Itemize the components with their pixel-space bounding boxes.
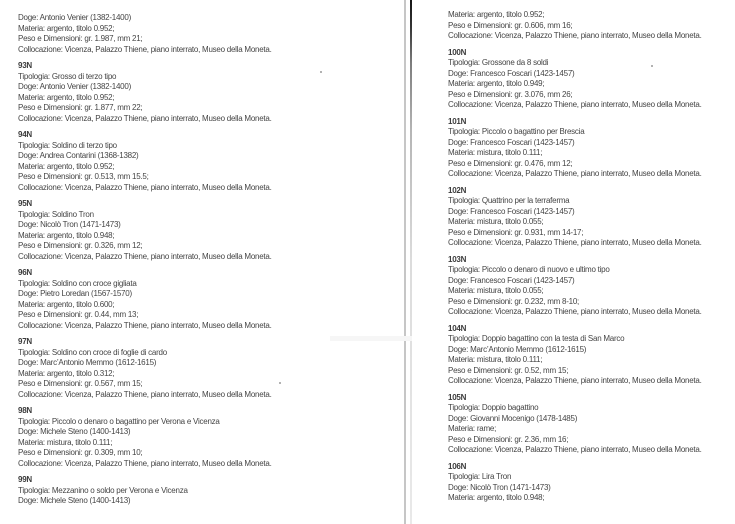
entry-line: Tipologia: Piccolo o denaro o bagattino per Verona e Vicenza [18, 416, 220, 426]
entry-line: Collocazione: Vicenza, Palazzo Thiene, piano interrato, Museo della Moneta. [448, 376, 702, 385]
entry-line: Doge: Francesco Foscari (1423-1457) [448, 206, 575, 216]
catalog-entry [448, 10, 735, 42]
entry-number: 103N [448, 254, 467, 264]
entry-fields [18, 279, 396, 332]
entry-number: 102N [448, 185, 467, 195]
entry-line: Collocazione: Vicenza, Palazzo Thiene, piano interrato, Museo della Moneta. [448, 445, 702, 454]
entry-line: Doge: Michele Steno (1400-1413) [18, 496, 131, 505]
entry-line: Tipologia: Soldino Tron [18, 209, 94, 219]
entry-line: Tipologia: Piccolo o denaro di nuovo e ultimo tipo [448, 265, 610, 274]
entry-number: 93N [18, 61, 32, 70]
scan-speck [279, 382, 281, 384]
entry-line: Peso e Dimensioni: gr. 1.877, mm 22; [18, 103, 143, 112]
entry-line: Materia: argento, titolo 0.952; [448, 10, 545, 19]
catalog-entry [448, 117, 735, 180]
entry-number: 94N [18, 130, 32, 139]
entry-line: Doge: Pietro Loredan (1567-1570) [18, 289, 132, 298]
page-right [412, 0, 735, 524]
entry-line: Materia: argento, titolo 0.948; [18, 230, 115, 240]
scan-artifact-streak [330, 336, 412, 341]
entry-line: Collocazione: Vicenza, Palazzo Thiene, piano interrato, Museo della Moneta. [18, 320, 272, 330]
catalog-entry [448, 462, 735, 504]
entry-line: Doge: Marc’Antonio Memmo (1612-1615) [448, 344, 587, 354]
entry-line: Peso e Dimensioni: gr. 0.326, mm 12; [18, 241, 143, 250]
entry-number: 98N [18, 406, 32, 415]
entry-line: Materia: mistura, titolo 0.111; [18, 437, 113, 447]
entry-number: 100N [448, 47, 467, 57]
entry-line: Collocazione: Vicenza, Palazzo Thiene, piano interrato, Museo della Moneta. [18, 251, 272, 261]
entry-line: Peso e Dimensioni: gr. 0.52, mm 15; [448, 365, 569, 375]
entry-line: Collocazione: Vicenza, Palazzo Thiene, piano interrato, Museo della Moneta. [448, 31, 702, 40]
entry-line: Materia: argento, titolo 0.312; [18, 368, 115, 378]
entry-line: Peso e Dimensioni: gr. 0.476, mm 12; [448, 158, 573, 168]
entry-line: Peso e Dimensioni: gr. 0.513, mm 15.5; [18, 172, 149, 181]
entry-line: Peso e Dimensioni: gr. 0.44, mm 13; [18, 310, 139, 319]
catalog-entry [448, 186, 735, 249]
entry-fields [448, 58, 735, 111]
entry-number: 101N [448, 116, 467, 126]
entry-line: Collocazione: Vicenza, Palazzo Thiene, piano interrato, Museo della Moneta. [18, 458, 272, 468]
entry-line: Peso e Dimensioni: gr. 2.36, mm 16; [448, 434, 569, 444]
entry-line: Materia: mistura, titolo 0.055; [448, 217, 544, 226]
entry-line: Peso e Dimensioni: gr. 0.606, mm 16; [448, 20, 573, 30]
entry-line: Doge: Antonio Venier (1382-1400) [18, 82, 131, 91]
entry-line: Collocazione: Vicenza, Palazzo Thiene, piano interrato, Museo della Moneta. [18, 182, 272, 192]
entry-line: Tipologia: Quattrino per la terraferma [448, 196, 570, 205]
entry-line: Doge: Francesco Foscari (1423-1457) [448, 275, 575, 285]
entry-fields [18, 348, 396, 401]
catalog-entry [448, 393, 735, 456]
entry-line: Peso e Dimensioni: gr. 0.567, mm 15; [18, 379, 143, 388]
entry-line: Collocazione: Vicenza, Palazzo Thiene, piano interrato, Museo della Moneta. [448, 169, 702, 178]
entry-line: Tipologia: Mezzanino o soldo per Verona e Vicenza [18, 485, 188, 495]
entry-fields [18, 13, 396, 55]
entry-fields [18, 141, 396, 194]
catalog-entry [448, 48, 735, 111]
entry-number: 104N [448, 323, 467, 333]
entry-number: 97N [18, 337, 32, 346]
entry-line: Peso e Dimensioni: gr. 0.232, mm 8-10; [448, 296, 580, 306]
page-gutter-line [404, 0, 406, 524]
entry-line: Tipologia: Grossone da 8 soldi [448, 58, 549, 67]
entry-line: Doge: Antonio Venier (1382-1400) [18, 13, 131, 22]
scan-speck [320, 71, 322, 73]
entry-line: Collocazione: Vicenza, Palazzo Thiene, piano interrato, Museo della Moneta. [448, 238, 702, 247]
entry-line: Tipologia: Doppio bagattino [448, 403, 539, 412]
entry-fields [18, 417, 396, 470]
entry-line: Materia: argento, titolo 0.952; [18, 23, 115, 33]
entry-line: Tipologia: Soldino con croce gigliata [18, 278, 137, 288]
entry-line: Peso e Dimensioni: gr. 3.076, mm 26; [448, 89, 573, 99]
catalog-entry [448, 324, 735, 387]
entry-line: Materia: rame; [448, 424, 497, 433]
catalog-entry [18, 130, 396, 193]
entry-fields [448, 196, 735, 249]
entry-line: Peso e Dimensioni: gr. 0.309, mm 10; [18, 448, 143, 457]
entry-fields [448, 265, 735, 318]
entry-fields [448, 334, 735, 387]
entry-line: Tipologia: Piccolo o bagattino per Brescia [448, 127, 585, 136]
catalog-entry [18, 475, 396, 507]
entry-line: Materia: mistura, titolo 0.111; [448, 148, 543, 157]
catalog-entry [18, 406, 396, 469]
entry-number: 105N [448, 392, 467, 402]
entry-line: Materia: mistura, titolo 0.111; [448, 355, 543, 364]
entry-line: Doge: Michele Steno (1400-1413) [18, 427, 131, 436]
entry-number: 95N [18, 199, 32, 208]
entry-line: Doge: Francesco Foscari (1423-1457) [448, 68, 575, 78]
entry-number: 96N [18, 268, 32, 277]
entry-fields [448, 403, 735, 456]
entry-line: Doge: Nicolò Tron (1471-1473) [18, 220, 121, 229]
entry-line: Tipologia: Soldino con croce di foglie di cardo [18, 347, 167, 357]
entry-line: Materia: mistura, titolo 0.055; [448, 286, 544, 295]
entry-number: 99N [18, 475, 32, 484]
entry-line: Collocazione: Vicenza, Palazzo Thiene, piano interrato, Museo della Moneta. [18, 113, 272, 123]
entry-fields [18, 210, 396, 263]
catalog-entry [18, 337, 396, 400]
catalog-entry [18, 61, 396, 124]
entry-line: Collocazione: Vicenza, Palazzo Thiene, piano interrato, Museo della Moneta. [18, 389, 272, 399]
entry-line: Doge: Francesco Foscari (1423-1457) [448, 137, 575, 147]
entry-line: Peso e Dimensioni: gr. 0.931, mm 14-17; [448, 227, 584, 237]
entry-line: Materia: argento, titolo 0.600; [18, 299, 115, 309]
entry-line: Materia: argento, titolo 0.952; [18, 92, 115, 102]
entry-line: Doge: Marc’Antonio Memmo (1612-1615) [18, 358, 157, 367]
entry-number: 106N [448, 461, 467, 471]
entry-line: Collocazione: Vicenza, Palazzo Thiene, piano interrato, Museo della Moneta. [448, 307, 702, 316]
entry-line: Doge: Nicolò Tron (1471-1473) [448, 482, 551, 492]
entry-line: Tipologia: Doppio bagattino con la testa di San Marco [448, 334, 625, 343]
entry-fields [18, 72, 396, 125]
catalog-entry [18, 13, 396, 55]
entry-line: Tipologia: Grosso di terzo tipo [18, 71, 117, 81]
entry-line: Materia: argento, titolo 0.952; [18, 161, 115, 171]
entry-line: Collocazione: Vicenza, Palazzo Thiene, piano interrato, Museo della Moneta. [448, 100, 702, 109]
entry-line: Tipologia: Lira Tron [448, 472, 512, 481]
entry-fields [448, 472, 735, 504]
entry-line: Doge: Giovanni Mocenigo (1478-1485) [448, 413, 578, 423]
entry-line: Materia: argento, titolo 0.949; [448, 79, 545, 88]
entry-fields [448, 127, 735, 180]
entry-line: Doge: Andrea Contarini (1368-1382) [18, 151, 139, 160]
catalog-entry [18, 199, 396, 262]
entry-fields [18, 486, 396, 507]
entry-line: Collocazione: Vicenza, Palazzo Thiene, piano interrato, Museo della Moneta. [18, 44, 272, 54]
entry-fields [448, 10, 735, 42]
entry-line: Materia: argento, titolo 0.948; [448, 493, 545, 502]
catalog-entry [18, 268, 396, 331]
entry-line: Tipologia: Soldino di terzo tipo [18, 140, 117, 150]
entry-line: Peso e Dimensioni: gr. 1.987, mm 21; [18, 34, 143, 43]
catalog-entry [448, 255, 735, 318]
scan-speck [651, 65, 653, 67]
